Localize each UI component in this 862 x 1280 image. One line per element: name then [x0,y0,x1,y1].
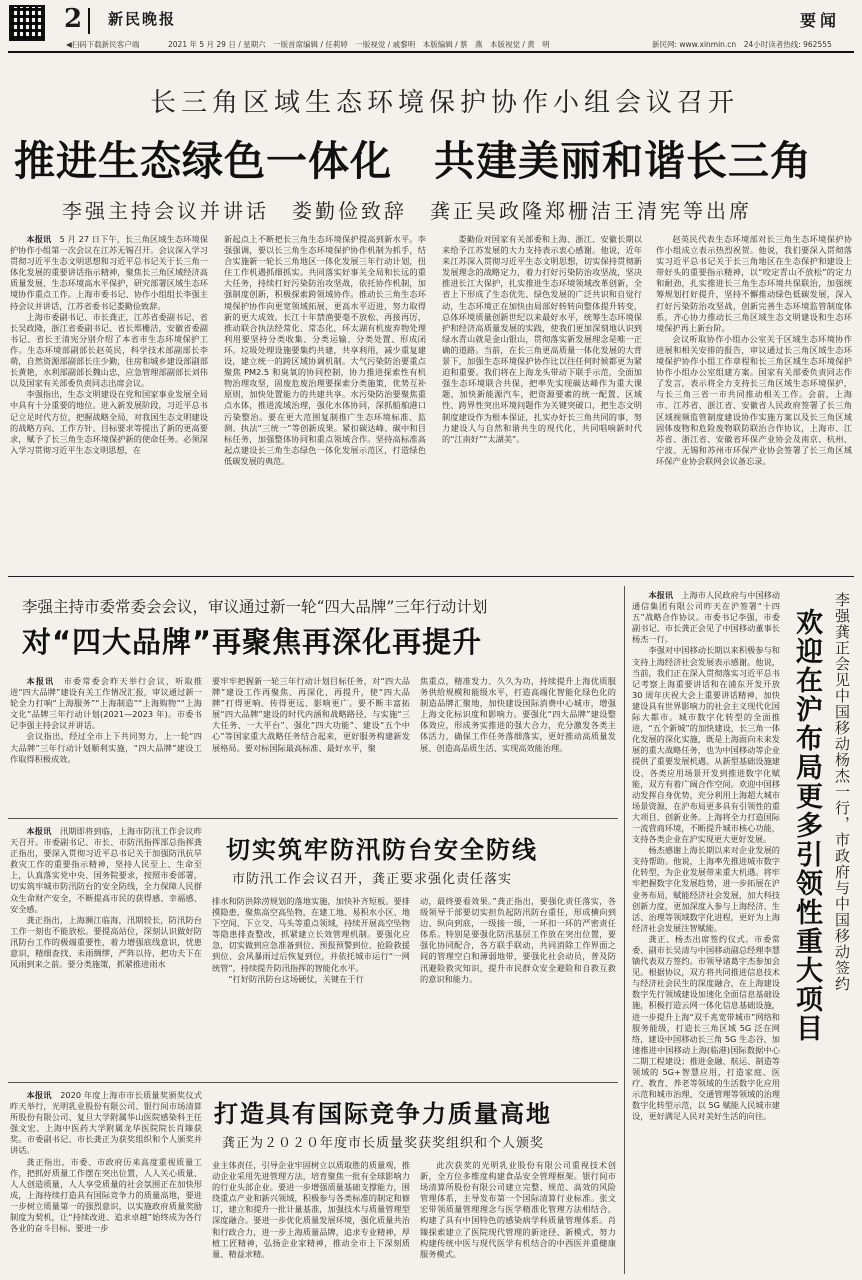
article3-headline: 切实筑牢防汛防台安全防线 [226,836,538,864]
article4-headline: 打造具有国际竞争力质量高地 [214,1100,552,1128]
article1-kicker: 长三角区域生态环境保护协作小组会议召开 [150,88,740,118]
article3-column-3: 动，最终要看效果。”龚正指出，要强化责任落实，各级领导干部要切实担负起防汛防台重任，形成横向到边、纵向到底，一级接一级，一环扣一环的严密责任体系。特别是要强化防汛基层工作放在突出位置，要强化协同配合，各方联手联动，共同消除工作界面之间的管理空白和薄弱地带，要强化社会动员，普及防汛避险救灾知识，提升市民群众安全避险和自救互救的意识和能力。 [420,896,616,984]
page-number: 2 [64,4,83,34]
article5-kicker: 李强龚正会见中国移动杨杰一行，市政府与中国移动签约 [833,592,851,992]
qr-code-icon[interactable] [9,5,45,41]
article1-column-3: 娄勤俭对国家有关部委和上海、浙江、安徽长期以来给予江苏发展的大力支持表示衷心感谢。他说，近年来江苏深入贯彻习近平生态文明思想，切实保持贯彻新发展理念的战略定力，着力打好污染防治攻坚战，坚决推进长江大保护，扎实推进生态环境领域改革创新，全省上下形成了生态优先、绿色发展的广泛共识和自觉行动，生态环境正在加快由局部好转转向整体提升转变，总体环境质量创新世纪以来最好水平，统筹生态环境保护和经济高质量发展的实践，使我们更加深刻地认识到绿水青山就是金山银山，贯彻落实新发展理念是唯一正确的道路。当前，在长三角更高质量一体化发展的大背景下，加强生态环境保护协作比以往任何时候都更为紧迫和重要。我们将在上海龙头带动下联手示范，全面加强生态环境联合共保，把率先实现碳达峰作为重大课题，加快新能源汽车，把资源要素的统一配置、区域性、跨界性突出环境问题作为关键突破口，把生态文明制度建设作为根本保证，扎实办好长三角共同的事，努力建设人与自然和谐共生的现代化，共同唱响新时代的“江南好”“太湖美”。 [442,234,642,444]
article2-kicker: 李强主持市委常委会会议，审议通过新一轮“四大品牌”三年行动计划 [22,598,488,616]
masthead: 新民晚报 [108,10,177,28]
article5-headline: 欢迎在沪布局更多引领性重大项目 [791,608,822,1043]
article2-headline: 对“四大品牌”再聚焦再深化再提升 [22,625,483,659]
article1-column-2: 新起点上不断把长三角生态环境保护提高到新水平。李强强调，要以长三角生态环境保护协作机制为抓手，结合实施新一轮长三角地区一体化发展三年行动计划，扭住工作机遇抓细抓实。共同落实好事关全局和长远的重大任务，持续打好污染防治攻坚战，依托协作机制，加强制度创新，积极探索跨领域协作。推动长三角生态环境保护协作向更宽领域拓展，更高水平迈进，努力取得新的更大成效。长江十年禁渔要毫不放松、再接再厉，推动联合执法经常化、常态化，环太湖有机废弃物处理利用要坚持分类收集、分类运输、分类处置、形成闭环。垃圾处理设施要集约共建，共享利用，减少重复建设，建立统一的跨区域协调机制。大气污染防治要重点聚焦 PM2.5 和臭氧的协同控制，协力推进探索性有机物治理攻坚，固废危废治理要探索分类施策，优势互补原则，加快处置能力的共建共享。水污染防治要聚焦重点水体，推进流域治理，强化水体协同，深抓船舶港口污染整治。要在更大范围复制推广生态环境标准、监测、执法“三统一”等创新成果。紧扣碳达峰、碳中和目标任务，加强整体协同和重点领域合作。坚持高标准高起点建设长三角生态绿色一体化发展示范区，打造绿色低碳发展的典范。 [224,234,426,466]
article3-column-2: 排水和防洪除涝规划的落地实施，加快补齐短板。要排摸隐患，聚焦高空高坠物，在建工地、易积水小区、地下空间、下立交、马头等重点领域，持续开展高空坠物等隐患排查整改，抓紧建立长效管理机制。要强化应急，切实做到应急准备到位、预报预警到位、抢险救援到位、会风暴雨过后恢复到位，并依托城市运行“一网统管”，持续提升防汛指挥的智能化水平。 “打好防汛防台这场硬仗，关键在于行 [212,896,410,984]
article2-column-2: 要牢牢把握新一轮三年行动计划目标任务，对“四大品牌”建设工作再聚焦、再深化、再提升，使“四大品牌”打得更响、传得更远、影响更广。要不断丰富拓展“四大品牌”建设的时代内涵和战略路径，与实施“三大任务、一大平台”、强化“四大功能”、建设“五个中心”等国家重大战略任务结合起来，更好服务构建新发展格局。要对标国际最高标准、最好水平，聚 [212,676,410,753]
article1-column-1: 本报讯 5 月 27 日下午，长三角区域生态环境保护协作小组第一次会议在江苏无锡召开。会议深入学习贯彻习近平生态文明思想和习近平总书记关于长三角一体化发展的重要讲话指示精神，聚焦长三角区域经济高质量发展、生态环境高水平保护，研究部署区域生态环境协作重点工作。上海市委书记、协作小组组长李强主持会议并讲话，江苏省委书记娄勤俭致辞。 上海市委副书记、市长龚正，江苏省委副书记、省长吴政隆，浙江省委副书记、省长郑栅洁，安徽省委副书记、省长王清宪分别介绍了本省市生态环境保护工作。生态环境部副部长赵英民，科学技术部副部长李萌，自然资源部副部长庄少勤，住房和城乡建设部副部长黄艳，水利部副部长魏山忠，应急管理部副部长刘伟以及国家有关部委负责同志出席会议。 李强指出，生态文明建设在党和国家事业发展全局中具有十分重要的地位。进入新发展阶段，习近平总书记立足时代方位，把握战略全局，对我国生态文明建设的战略方向、工作方针、目标要求等提出了新的更高要求，赋予了长三角生态环境保护新的使命任务。必须深入学习贯彻习近平生态文明思想，在 [10,234,208,455]
article4-column-1: 本报讯 2020 年度上海市市长质量奖颁奖仪式昨天举行，光明乳业股份有限公司、银行间市场清算所股份有限公司、复旦大学附属华山医院感染科王任强文宏、上海中医药大学附属龙华医院院长肖臻获奖。市委副书记、市长龚正为获奖组织和个人颁奖并讲话。 龚正指出，市委、市政府历来高度重视质量工作，把抓好质量工作摆在突出位置，人人关心质量、人人创造质量，人人享受质量的社会氛围正在加快形成，上海持续打造具有国际竞争力的质量高地，要进一步树立质量第一的强烈意识，以实施政府质量奖励制度为契机，让“持续改进、追求卓越”始终成为各行各业的奋斗目标。要进一步 [10,1090,202,1234]
article3-subhead: 市防汛工作会议召开，龚正要求强化责任落实 [232,872,513,887]
date-line: 2021 年 5 月 29 日 / 星期六 一版首席编辑 / 任莉婷 一版视觉 / 戚黎明 本版编辑 / 蔡 燕 本版视觉 / 黄 明 [168,40,550,49]
article1-column-4: 赵英民代表生态环境部对长三角生态环境保护协作小组成立表示热烈祝贺。他说，我们要深入贯彻落实习近平总书记关于长三角地区在生态保护和建设上带好头的重要指示精神，以“咬定青山不放松”的定力和耐劲，扎实推进长三角生态环境共保联治，加强统筹规划打好提升，坚持不懈推动绿色低碳发展，深入打好污染防治攻坚战，创新完善生态环境监管制度体系，齐心协力推动长三角区域生态文明建设和生态环境保护再上新台阶。 会议听取协作小组办公室关于区域生态环境协作进展和相关安排的报告，审议通过长三角区域生态环境保护协作小组工作章程和长三角区域生态环境保护协作小组办公室组建方案。国家有关部委负责同志作了发言，表示将全力支持长三角区域生态环境保护，与长三角三省一市共同推动相关工作。会前，上海市、江苏省、浙江省、安徽省人民政府签署了长三角区域视频监管制度建设协作实施方案以及长三角区域固体废物和危险废物联防联治合作协议，上海市、江苏省、浙江省、安徽省环保产业协会及南京、杭州、宁波、无锡和苏州市环保产业协会签署了长三角区域环保产业协会联网会议备忘录。 [656,234,852,466]
article2-column-3: 焦重点，精准发力、久久为功，持续提升上海优质服务供给规模和能级水平，打造高端化智能化绿色化的制造品牌汇聚地，加快建设国际消费中心城市，增强上海文化标识度和影响力。要强化“四大品牌”建设整体效应，形成务实推进的强大合力，充分激发各类主体活力，确保工作任务落细落实，更好推动高质量发展、创造高品质生活、实现高效能治理。 [420,676,616,753]
article1-subhead: 李强主持会议并讲话 娄勤俭致辞 龚正吴政隆郑栅洁王清宪等出席 [62,199,752,223]
article2-column-1: 本报讯 市委常委会昨天举行会议，听取推进“四大品牌”建设有关工作情况汇报，审议通过新一轮全力打响“上海服务”“上海制造”“上海购物”“上海文化”品牌三年行动计划(2021—2023 年)。市委书记李强主持会议并讲话。 会议指出，经过全市上下共同努力，上一轮“四大品牌”三年行动计划顺利实施，“四大品牌”建设工作取得积极成效。 [10,676,202,764]
article4-column-3: 此次获奖的光明乳业股份有限公司重视技术创新，全方位多维度构建食品安全管理框架。银行间市场清算所股份有限公司建立完整、规范、高效的风险管理体系，主导发布第一个国际清算行业标准。张文宏带领质量管理理念与医学精准化管理方法相结合，构建了具有中国特色的感染病学科质量管理体系。肖臻探索建立了医院现代管理的新途径、新模式，努力构建传统中医与现代医学有机结合的中西医并重健康服务模式。 [420,1160,616,1259]
article3-column-1: 本报讯 汛期即将到临，上海市防汛工作会议昨天召开。市委副书记、市长、市防汛指挥部总指挥龚正指出，要深入贯彻习近平总书记关于加强防汛抗旱救灾工作的重要指示精神，坚持人民至上、生命至上，认真落实党中央、国务院要求，按照市委部署，切实筑牢城市防汛防台的安全防线，全力保障人民群众生命财产安全，不断提高市民的获得感、幸福感、安全感。 龚正指出，上海濒江临海，汛期较长，防汛防台工作一刻也不能放松。要提高站位，深刻认识做好防汛防台工作的极端重要性，着力增强底线意识，忧患意识，精细查找、未雨绸缪，严阵以待，把功夫下在风雨到来之前。要分类施策，抓紧推进雨水 [10,826,202,970]
article1-headline: 推进生态绿色一体化 共建美丽和谐长三角 [14,137,812,185]
article4-subhead: 龚正为２０２０年度市长质量奖获奖组织和个人颁奖 [222,1136,545,1151]
section-label: 要闻 [800,11,841,30]
scan-hint: ◀扫码下载新民客户端 [66,40,140,49]
site-line: 新民网: www.xinmin.cn 24小时读者热线: 962555 [652,40,832,49]
article5-column-1: 本报讯 上海市人民政府与中国移动通信集团有限公司昨天在沪签署“十四五”战略合作协议。市委书记李强，市委副书记、市长龚正会见了中国移动董事长杨杰一行。 李强对中国移动长期以来积极参与和支持上海经济社会发展表示感谢。他说，当前，我们正在深入贯彻落实习近平总书记考察上海重要讲话和在浦东开发开放 30 周年庆祝大会上重要讲话精神，加快建设具有世界影响力的社会主义现代化国际大都市。城市数字化转型的全面推进，“五个新城”的加快建设，长三角一体化发展的深化实施，既是上海面向未来发展的重大战略任务，也为中国移动等企业提供了重要发展机遇。从新型基础设施建设、各类应用场景开发到推进数字化赋能，双方有着广阔合作空间。欢迎中国移动发挥自身优势，充分利用上海超大城市场景资源，在沪布局更多具有引领性的重大项目、创新业务。上海将全力打造国际一流营商环境，不断提升城市核心功能，支持各类企业在沪实现更大更好发展。 杨杰感谢上海长期以来对企业发展的支持帮助。他说，上海率先推进城市数字化转型，为企业发展带来重大机遇。将牢牢把握数字化发展趋势，进一步拓展在沪业务布局，赋能经济社会发展，加大科技创新力度，更加深度入参与上海经济、生活、治理等领域数字化进程，更好为上海经济社会发展注智赋能。 龚正、杨杰出席签约仪式。市委常委、副市长吴清与中国移动副总经理李慧镝代表双方签约。市领导诸葛宇杰参加会见。根据协议，双方将共同推进信息技术与经济社会民生的深度融合，在上海建设数字先行领域建设加速化全面信息基础设施，积极打造云网一体化信息基础设施，进一步提升上海“双千兆宽带城市”网络和服务能级，打造长三角区域 5G 泛在网络，建设中国移动长三角 5G 生态谷，加速推进中国移动上海(临港)国际数据中心二期工程建设；推进金融、航运、制造等领域的 5G+智慧应用，打造家庭、医疗、教育、养老等领域的生活数字化应用示范和城市治理、交通管理等领域的治理数字化转型示范，以 5G 赋能人民城市建设，更好满足人民对美好生活的向往。 [632,590,780,1122]
article4-column-2: 业主体责任，引导企业牢固树立以质取胜的质量观，推动企业采用先进管理方法，培育聚焦一批有全球影响力的行业头部企业。要进一步增强质量基础支撑能力，围绕重点产业和新兴领域，积极参与各类标准的制定和修订，建立和提升一批计量基准，加强技术与质量管理型深度融合。要进一步优化质量发展环境，强化质量共治和行政合力，进一步上海质量品牌，追求专业精神，厚植工匠精神，弘扬企业家精神，推动全市上下深刻质量、精益求精。 [212,1160,410,1259]
